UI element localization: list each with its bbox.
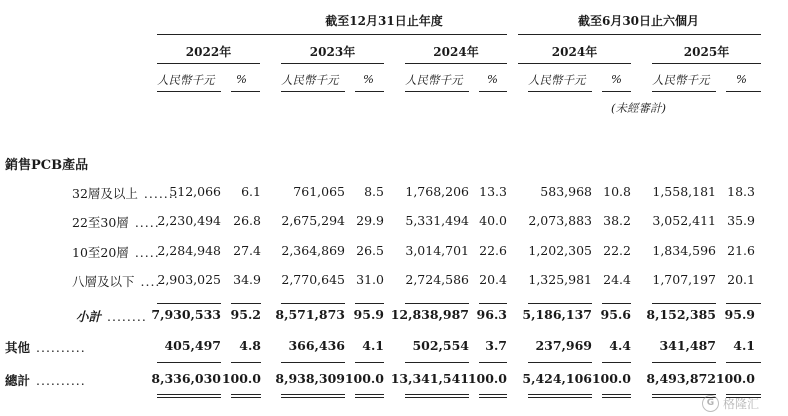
amount-cell: 8,152,385 bbox=[646, 307, 716, 322]
unit-amount-header: 人民幣千元 bbox=[157, 73, 215, 87]
rule-line bbox=[652, 362, 716, 363]
rule-line bbox=[157, 394, 221, 395]
year-header: 2025年 bbox=[683, 45, 730, 59]
rule-line bbox=[602, 394, 631, 395]
unit-underline bbox=[355, 91, 384, 92]
watermark-logo-icon: G bbox=[702, 395, 719, 412]
percent-cell: 13.3 bbox=[479, 184, 507, 199]
year-underline bbox=[518, 63, 631, 64]
rule-line bbox=[602, 397, 631, 398]
unit-amount-header: 人民幣千元 bbox=[405, 73, 463, 87]
amount-cell: 341,487 bbox=[659, 338, 716, 353]
year-underline bbox=[157, 63, 260, 64]
percent-cell: 24.4 bbox=[603, 272, 631, 287]
amount-cell: 2,230,494 bbox=[157, 213, 221, 228]
amount-cell: 1,834,596 bbox=[652, 243, 716, 258]
unit-underline bbox=[281, 91, 345, 92]
percent-cell: 31.0 bbox=[356, 272, 384, 287]
row-label bbox=[76, 307, 147, 325]
rule-line bbox=[405, 394, 469, 395]
rule-line bbox=[528, 394, 592, 395]
table-row bbox=[0, 243, 788, 265]
unaudited-note: (未經審計) bbox=[611, 101, 666, 115]
percent-cell: 22.2 bbox=[603, 243, 631, 258]
rule-line bbox=[355, 362, 384, 363]
unit-amount-header: 人民幣千元 bbox=[652, 73, 710, 87]
unit-underline bbox=[602, 91, 631, 92]
amount-cell: 2,073,883 bbox=[528, 213, 592, 228]
amount-cell: 405,497 bbox=[164, 338, 221, 353]
unit-underline bbox=[479, 91, 507, 92]
percent-cell: 100.0 bbox=[591, 371, 631, 386]
unit-amount-header: 人民幣千元 bbox=[528, 73, 586, 87]
table-row bbox=[0, 213, 788, 235]
percent-cell: 38.2 bbox=[603, 213, 631, 228]
table-row bbox=[0, 307, 788, 329]
rule-line bbox=[281, 303, 345, 304]
leader-dots: .......... bbox=[36, 340, 86, 355]
row-label-text: 32層及以上 bbox=[72, 186, 138, 201]
row-label bbox=[5, 338, 86, 356]
year-header: 2024年 bbox=[551, 45, 598, 59]
percent-cell: 4.4 bbox=[609, 338, 631, 353]
row-label-text: 八層及以下 bbox=[72, 274, 135, 289]
row-label-text: 22至30層 bbox=[72, 215, 129, 230]
amount-cell: 366,436 bbox=[288, 338, 345, 353]
percent-cell: 27.4 bbox=[233, 243, 261, 258]
rule-line bbox=[528, 362, 592, 363]
rule-line bbox=[726, 303, 761, 304]
year-underline bbox=[281, 63, 384, 64]
rule-line bbox=[479, 397, 507, 398]
amount-cell: 8,938,309 bbox=[275, 371, 345, 386]
rule-line bbox=[405, 397, 469, 398]
rule-line bbox=[602, 362, 631, 363]
year-header: 2023年 bbox=[309, 45, 356, 59]
percent-cell: 34.9 bbox=[233, 272, 261, 287]
amount-cell: 2,284,948 bbox=[157, 243, 221, 258]
percent-cell: 26.8 bbox=[233, 213, 261, 228]
percent-cell: 96.3 bbox=[476, 307, 507, 322]
rule-line bbox=[231, 397, 261, 398]
rule-line bbox=[726, 362, 761, 363]
amount-cell: 583,968 bbox=[540, 184, 592, 199]
percent-cell: 20.4 bbox=[479, 272, 507, 287]
row-label bbox=[5, 371, 86, 389]
table-row bbox=[0, 272, 788, 294]
section-title: 銷售PCB產品 bbox=[5, 158, 89, 173]
amount-cell: 3,014,701 bbox=[405, 243, 469, 258]
rule-line bbox=[479, 303, 507, 304]
amount-cell: 2,724,586 bbox=[405, 272, 469, 287]
unit-underline bbox=[726, 91, 761, 92]
unit-pct-header: % bbox=[363, 72, 374, 86]
amount-cell: 3,052,411 bbox=[652, 213, 716, 228]
unit-underline bbox=[528, 91, 592, 92]
unit-underline bbox=[652, 91, 716, 92]
amount-cell: 8,571,873 bbox=[275, 307, 345, 322]
row-label-text: 其他 bbox=[5, 340, 31, 355]
amount-cell: 761,065 bbox=[293, 184, 345, 199]
year-underline bbox=[405, 63, 507, 64]
percent-cell: 20.1 bbox=[727, 272, 755, 287]
year-header: 2024年 bbox=[433, 45, 479, 59]
leader-dots: .......... bbox=[36, 373, 86, 388]
percent-cell: 95.9 bbox=[724, 307, 755, 322]
amount-cell: 502,554 bbox=[412, 338, 469, 353]
percent-cell: 95.6 bbox=[600, 307, 631, 322]
table-row bbox=[0, 371, 788, 393]
rule-line bbox=[405, 303, 469, 304]
rule-line bbox=[528, 397, 592, 398]
percent-cell: 26.5 bbox=[356, 243, 384, 258]
leader-dots: .... bbox=[140, 274, 161, 289]
amount-cell: 1,325,981 bbox=[528, 272, 592, 287]
rule-line bbox=[281, 394, 345, 395]
group-underline-year-end bbox=[157, 34, 507, 35]
rule-line bbox=[355, 394, 384, 395]
row-label bbox=[72, 243, 160, 261]
amount-cell: 2,903,025 bbox=[157, 272, 221, 287]
unit-underline bbox=[157, 91, 221, 92]
percent-cell: 8.5 bbox=[364, 184, 384, 199]
row-label-text: 小計 bbox=[76, 309, 102, 324]
unit-pct-header: % bbox=[736, 72, 747, 86]
header-group-year-end: 截至12月31日止年度 bbox=[325, 14, 443, 28]
table-row bbox=[0, 184, 788, 206]
unit-underline bbox=[231, 91, 260, 92]
rule-line bbox=[231, 394, 261, 395]
amount-cell: 1,707,197 bbox=[652, 272, 716, 287]
rule-line bbox=[602, 303, 631, 304]
amount-cell: 5,186,137 bbox=[522, 307, 592, 322]
amount-cell: 1,202,305 bbox=[528, 243, 592, 258]
row-label-text: 總計 bbox=[5, 373, 31, 388]
unit-pct-header: % bbox=[236, 72, 247, 86]
rule-line bbox=[355, 397, 384, 398]
percent-cell: 95.9 bbox=[353, 307, 384, 322]
header-group-six-months: 截至6月30日止六個月 bbox=[577, 14, 700, 28]
rule-line bbox=[528, 303, 592, 304]
percent-cell: 6.1 bbox=[241, 184, 261, 199]
amount-cell: 1,768,206 bbox=[405, 184, 469, 199]
unit-amount-header: 人民幣千元 bbox=[281, 73, 339, 87]
percent-cell: 21.6 bbox=[727, 243, 755, 258]
percent-cell: 4.8 bbox=[239, 338, 261, 353]
percent-cell: 3.7 bbox=[485, 338, 507, 353]
row-label-text: 10至20層 bbox=[72, 245, 129, 260]
group-underline-six-months bbox=[518, 34, 761, 35]
leader-dots: ....... bbox=[143, 186, 179, 201]
rule-line bbox=[231, 362, 261, 363]
rule-line bbox=[479, 394, 507, 395]
amount-cell: 2,770,645 bbox=[281, 272, 345, 287]
amount-cell: 2,675,294 bbox=[281, 213, 345, 228]
percent-cell: 4.1 bbox=[362, 338, 384, 353]
amount-cell: 512,066 bbox=[169, 184, 221, 199]
unit-pct-header: % bbox=[611, 72, 622, 86]
percent-cell: 100.0 bbox=[221, 371, 261, 386]
amount-cell: 8,336,030 bbox=[151, 371, 221, 386]
rule-line bbox=[281, 362, 345, 363]
percent-cell: 22.6 bbox=[479, 243, 507, 258]
rule-line bbox=[157, 362, 221, 363]
rule-line bbox=[479, 362, 507, 363]
percent-cell: 40.0 bbox=[479, 213, 507, 228]
amount-cell: 2,364,869 bbox=[281, 243, 345, 258]
amount-cell: 8,493,872 bbox=[646, 371, 716, 386]
percent-cell: 10.8 bbox=[603, 184, 631, 199]
rule-line bbox=[652, 303, 716, 304]
row-label bbox=[72, 213, 160, 231]
unit-underline bbox=[405, 91, 469, 92]
amount-cell: 237,969 bbox=[535, 338, 592, 353]
percent-cell: 18.3 bbox=[727, 184, 755, 199]
percent-cell: 100.0 bbox=[467, 371, 507, 386]
rule-line bbox=[355, 303, 384, 304]
row-label bbox=[72, 272, 160, 290]
percent-cell: 100.0 bbox=[344, 371, 384, 386]
year-header: 2022年 bbox=[185, 45, 232, 59]
percent-cell: 4.1 bbox=[733, 338, 755, 353]
percent-cell: 100.0 bbox=[715, 371, 755, 386]
amount-cell: 12,838,987 bbox=[390, 307, 469, 322]
year-underline bbox=[652, 63, 761, 64]
rule-line bbox=[231, 303, 261, 304]
amount-cell: 1,558,181 bbox=[652, 184, 716, 199]
leader-dots: ........ bbox=[107, 309, 147, 324]
watermark bbox=[702, 393, 759, 413]
leader-dots: ..... bbox=[134, 245, 160, 260]
watermark-text: 格隆汇 bbox=[723, 396, 760, 411]
table-row bbox=[0, 338, 788, 360]
amount-cell: 5,331,494 bbox=[405, 213, 469, 228]
rule-line bbox=[405, 362, 469, 363]
amount-cell: 13,341,541 bbox=[390, 371, 469, 386]
rule-line bbox=[281, 397, 345, 398]
amount-cell: 5,424,106 bbox=[522, 371, 592, 386]
unit-pct-header: % bbox=[487, 72, 498, 86]
row-label bbox=[72, 184, 179, 202]
percent-cell: 35.9 bbox=[727, 213, 755, 228]
leader-dots: ..... bbox=[134, 215, 160, 230]
rule-line bbox=[157, 303, 221, 304]
rule-line bbox=[157, 397, 221, 398]
percent-cell: 29.9 bbox=[356, 213, 384, 228]
percent-cell: 95.2 bbox=[230, 307, 261, 322]
amount-cell: 7,930,533 bbox=[151, 307, 221, 322]
